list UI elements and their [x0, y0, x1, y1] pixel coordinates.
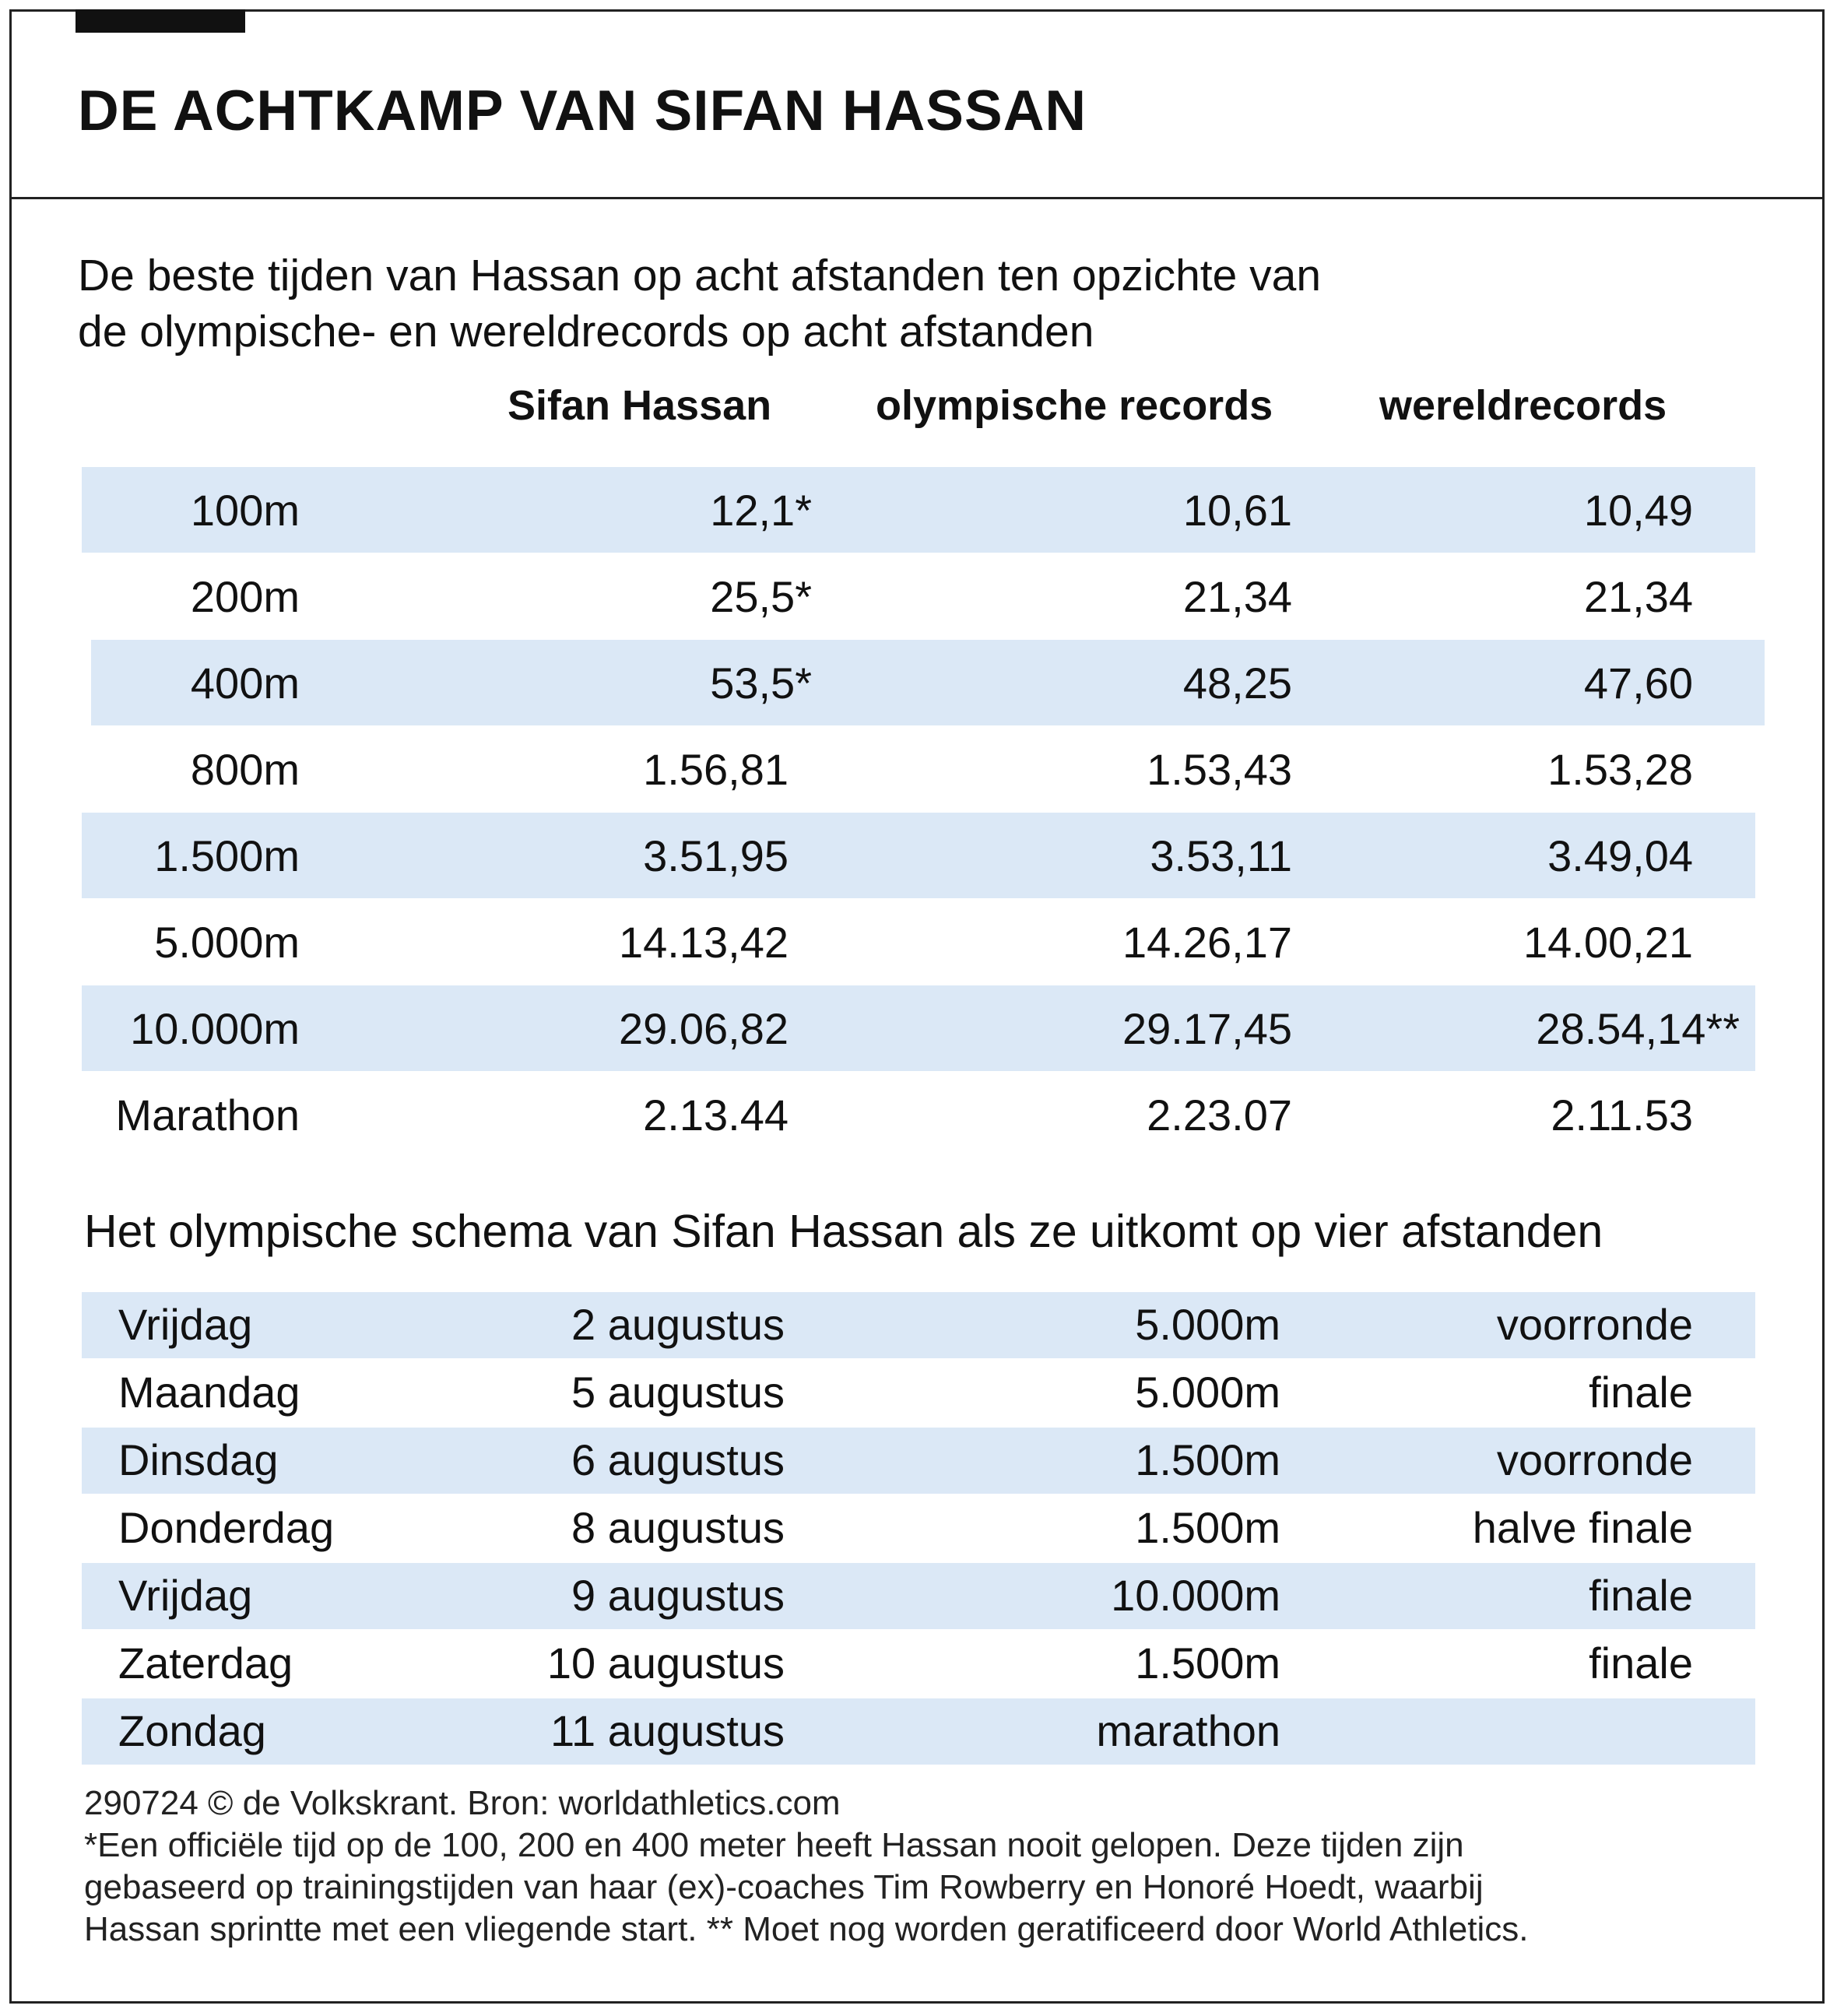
schedule-event: 10.000m: [1111, 1571, 1280, 1620]
schedule-round: voorronde: [1496, 1435, 1693, 1484]
schedule-event: marathon: [1096, 1706, 1280, 1755]
row-world-record: 10,49: [1583, 486, 1693, 535]
schedule-round: finale: [1589, 1368, 1693, 1417]
schedule-date: 9 augustus: [571, 1571, 785, 1620]
schedule-round: halve finale: [1472, 1503, 1693, 1552]
schedule-day: Donderdag: [118, 1503, 335, 1552]
schedule-event: 1.500m: [1135, 1435, 1280, 1484]
row-hassan-time: 12,1*: [710, 486, 812, 535]
row-olympic-record: 29.17,45: [1122, 1004, 1292, 1053]
row-world-record: 47,60: [1583, 659, 1693, 708]
schedule-event: 5.000m: [1135, 1300, 1280, 1349]
footer-note-line-3: Hassan sprintte met een vliegende start. ** Moet nog worden geratificeerd door World Athletics.: [84, 1910, 1529, 1948]
row-distance: 10.000m: [130, 1004, 300, 1053]
row-distance: 400m: [190, 659, 300, 708]
footer: [84, 1782, 1797, 1951]
top-accent-bar: [76, 9, 245, 33]
subtitle-line-2: de olympische- en wereldrecords op acht afstanden: [78, 307, 1094, 356]
schedule-event: 1.500m: [1135, 1638, 1280, 1688]
footer-note-line-2: gebaseerd op trainingstijden van haar (ex)-coaches Tim Rowberry en Honoré Hoedt, waarbij: [84, 1868, 1484, 1906]
row-world-record: 3.49,04: [1547, 831, 1693, 880]
subtitle: [78, 248, 1557, 360]
schedule-date: 10 augustus: [546, 1638, 785, 1688]
schedule-day: Zondag: [118, 1706, 266, 1755]
row-distance: 100m: [190, 486, 300, 535]
row-olympic-record: 14.26,17: [1122, 918, 1292, 967]
row-hassan-time: 14.13,42: [619, 918, 789, 967]
column-header-olympic-records: olympische records: [876, 382, 1273, 429]
schedule-day: Zaterdag: [118, 1638, 293, 1688]
schedule-date: 2 augustus: [571, 1300, 785, 1349]
row-hassan-time: 2.13.44: [643, 1091, 789, 1140]
schedule-date: 11 augustus: [550, 1706, 785, 1755]
row-hassan-time: 25,5*: [710, 572, 812, 621]
row-olympic-record: 2.23.07: [1147, 1091, 1292, 1140]
schedule-day: Dinsdag: [118, 1435, 279, 1484]
row-olympic-record: 48,25: [1182, 659, 1292, 708]
row-hassan-time: 1.56,81: [643, 745, 789, 794]
schedule-event: 5.000m: [1135, 1368, 1280, 1417]
schedule-round: finale: [1589, 1571, 1693, 1620]
row-olympic-record: 1.53,43: [1147, 745, 1292, 794]
row-hassan-time: 3.51,95: [643, 831, 789, 880]
row-world-record: 21,34: [1583, 572, 1693, 621]
row-olympic-record: 3.53,11: [1150, 831, 1292, 880]
schedule-date: 5 augustus: [571, 1368, 785, 1417]
schedule-round: finale: [1589, 1638, 1693, 1688]
schedule-event: 1.500m: [1135, 1503, 1280, 1552]
row-distance: 800m: [190, 745, 300, 794]
subtitle-line-1: De beste tijden van Hassan op acht afstanden ten opzichte van: [78, 251, 1322, 300]
footer-credit: 290724 © de Volkskrant. Bron: worldathletics.com: [84, 1784, 841, 1822]
schedule-day: Maandag: [118, 1368, 300, 1417]
title-divider: [9, 197, 1825, 199]
row-hassan-time: 53,5*: [710, 659, 812, 708]
page-title: DE ACHTKAMP VAN SIFAN HASSAN: [78, 79, 1087, 142]
row-olympic-record: 21,34: [1182, 572, 1292, 621]
column-header-world-records: wereldrecords: [1379, 382, 1667, 429]
row-world-record: 28.54,14**: [1536, 1004, 1740, 1053]
row-world-record: 2.11.53: [1551, 1091, 1693, 1140]
row-distance: Marathon: [115, 1091, 300, 1140]
row-distance: 5.000m: [154, 918, 300, 967]
column-header-hassan: Sifan Hassan: [508, 382, 772, 429]
schedule-date: 8 augustus: [571, 1503, 785, 1552]
row-distance: 200m: [190, 572, 300, 621]
schedule-date: 6 augustus: [571, 1435, 785, 1484]
row-world-record: 1.53,28: [1547, 745, 1693, 794]
schedule-title: Het olympische schema van Sifan Hassan als ze uitkomt op vier afstanden: [84, 1206, 1603, 1257]
schedule-day: Vrijdag: [118, 1571, 253, 1620]
row-hassan-time: 29.06,82: [619, 1004, 789, 1053]
schedule-day: Vrijdag: [118, 1300, 253, 1349]
schedule-round: voorronde: [1496, 1300, 1693, 1349]
row-distance: 1.500m: [154, 831, 300, 880]
row-world-record: 14.00,21: [1523, 918, 1693, 967]
footer-note-line-1: *Een officiële tijd op de 100, 200 en 400 meter heeft Hassan nooit gelopen. Deze tijden zijn: [84, 1826, 1464, 1864]
row-olympic-record: 10,61: [1182, 486, 1292, 535]
